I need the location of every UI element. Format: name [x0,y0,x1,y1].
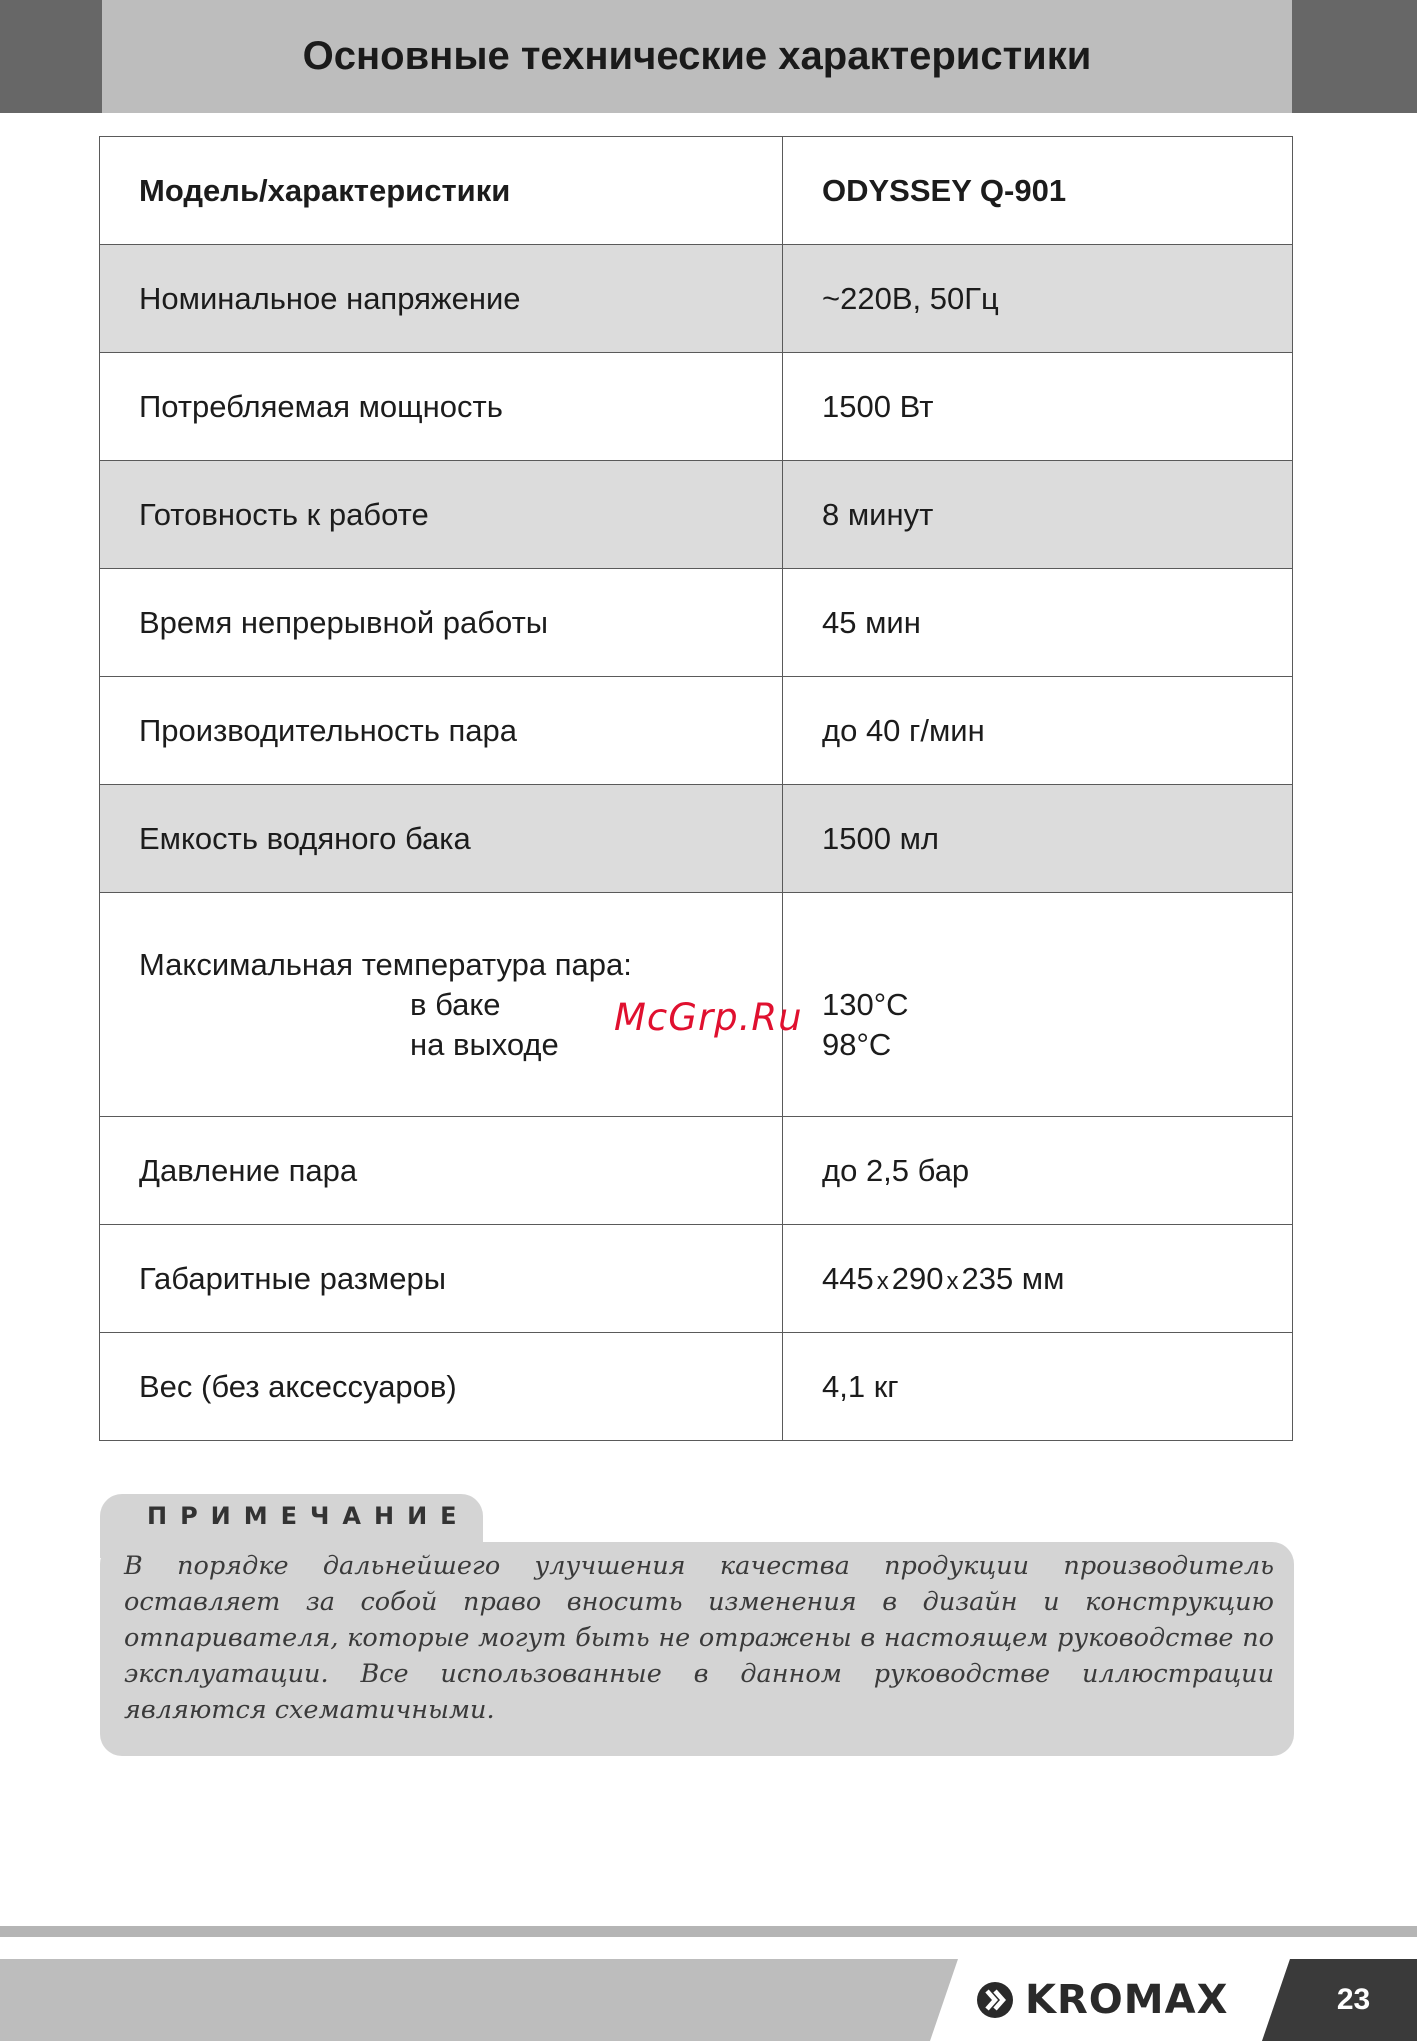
kromax-logo-icon [975,1980,1015,2020]
page-title: Основные технические характеристики [302,34,1092,78]
watermark: McGrp.Ru [614,996,803,1039]
table-row [100,1117,1293,1225]
dimension-length: 445 [822,1260,874,1296]
footer-divider [0,1926,1417,1937]
table-row [100,245,1293,353]
row-label: Потребляемая мощность [100,353,783,461]
row-label: Производительность пара [100,677,783,785]
table-row-dimensions [100,1225,1293,1333]
row-label: Габаритные размеры [100,1225,783,1333]
dimensions-value [783,1225,1293,1333]
temperature-value-tank: 130°С [822,986,909,1022]
header-model: ODYSSEY Q-901 [783,137,1293,245]
temperature-sub-tank: в баке [410,986,501,1022]
row-label: Давление пара [100,1117,783,1225]
header-left-block [0,0,102,113]
row-label: Емкость водяного бака [100,785,783,893]
note-title: ПРИМЕЧАНИЕ [147,1502,470,1530]
brand-logo [975,1975,1228,2025]
temperature-sub-outlet: на выходе [410,1026,559,1062]
temperature-value-outlet: 98°С [822,1026,892,1062]
row-value: 1500 Вт [783,353,1293,461]
row-value: до 2,5 бар [783,1117,1293,1225]
table-row [100,677,1293,785]
page-number: 23 [1336,1983,1371,2016]
row-value: 8 минут [783,461,1293,569]
table-row [100,353,1293,461]
table-row [100,1333,1293,1441]
temperature-value-cell [783,893,1293,1117]
row-label: Вес (без аксессуаров) [100,1333,783,1441]
table-row [100,785,1293,893]
header-label: Модель/характеристики [100,137,783,245]
header-right-block [1292,0,1417,113]
brand-name: KROMAX [1025,1977,1229,2023]
row-value: 4,1 кг [783,1333,1293,1441]
row-value: ~220В, 50Гц [783,245,1293,353]
times-sign: x [876,1267,889,1295]
row-label: Номинальное напряжение [100,245,783,353]
spec-table [99,136,1293,1441]
times-sign: x [946,1267,959,1295]
table-row [100,569,1293,677]
dimension-width: 290 [891,1260,944,1296]
row-value: до 40 г/мин [783,677,1293,785]
row-label: Готовность к работе [100,461,783,569]
row-value: 1500 мл [783,785,1293,893]
row-value: 45 мин [783,569,1293,677]
temperature-label: Максимальная температура пара: [139,946,632,982]
dimension-height: 235 мм [961,1260,1065,1296]
table-header-row [100,137,1293,245]
table-row [100,461,1293,569]
note-text: В порядке дальнейшего улучшения качества продукции производитель оставляет за собой право вносить изменения в дизайн и конструкцию отпаривателя, которые могут быть не отражены в настоящем руководстве по эксплуатации. Все использованные в данном руководстве иллюстрации являются схематичными. [124,1551,1274,1725]
row-label: Время непрерывной работы [100,569,783,677]
